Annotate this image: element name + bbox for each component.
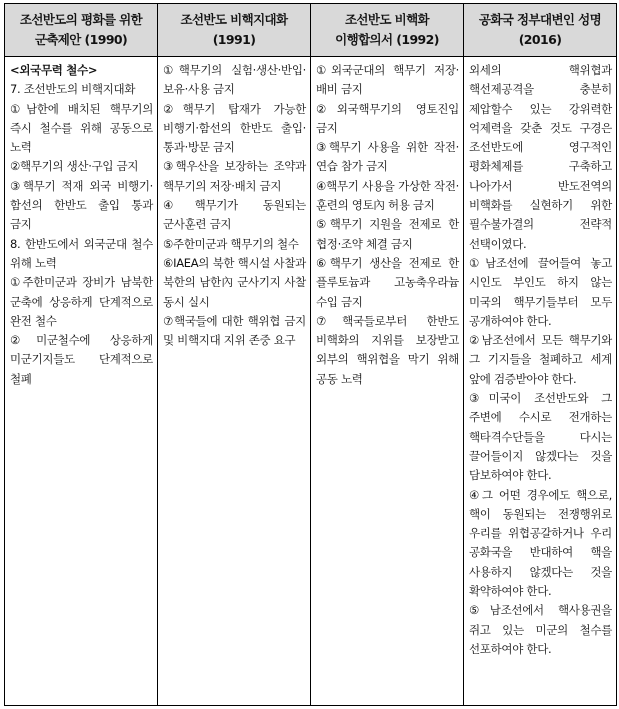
header-1992-denuclearization-agreement <box>311 4 464 57</box>
item-text: ④핵무기 사용을 가상한 작전·훈련의 영토內 허용 금지 <box>316 178 459 213</box>
header-title: 조선반도 비핵지대화 <box>180 12 288 27</box>
header-year: 군축제안 (1990) <box>34 32 128 47</box>
item-text: ①외국군대의 핵무기 저장·배비 금지 <box>316 63 459 97</box>
header-row <box>5 4 617 57</box>
item-text: ④그 어떤 경우에도 핵으로, 핵이 동원되는 전쟁행위로 우리를 위협공갈하거나 우리 공화국을 반대하여 핵을 사용하지 않겠다는 것을 확약하여야 한다. <box>469 487 612 599</box>
item-text: ⑤핵무기 지원을 전제로 한 협정·조약 체결 금지 <box>316 217 459 251</box>
item-text: ③미국이 조선반도와 그 주변에 수시로 전개하는 핵타격수단들을 다시는 끌어들이지 않겠다는 것을 담보하여야 한다. <box>469 391 612 483</box>
item-text: ①주한미군과 장비가 남북한 군축에 상응하게 단계적으로 완전 철수 <box>10 275 153 328</box>
column-2016 <box>464 57 617 706</box>
section-heading: <외국무력 철수> <box>10 63 98 77</box>
body-row <box>5 57 617 706</box>
column-1990 <box>5 57 158 706</box>
comparison-table <box>4 3 617 706</box>
item-text: ①핵무기의 실험·생산·반입·보유·사용 금지 <box>163 63 306 97</box>
header-1990-proposal <box>5 4 158 57</box>
item-text: ①남조선에 끌어들여 놓고 시인도 부인도 하지 않는 미국의 핵무기들부터 모두 공개하여야 한다. <box>469 255 612 328</box>
column-text <box>464 57 616 659</box>
column-text <box>158 57 310 350</box>
item-text: ⑦핵국들로부터 한반도 비핵화의 지위를 보장받고 외부의 핵위협을 막기 위해 공동 노력 <box>316 313 459 386</box>
item-text: ⑥IAEA의 북한 핵시설 사찰과 북한의 남한內 군사기지 사찰 동시 실시 <box>163 255 306 309</box>
header-title: 조선반도의 평화를 위한 <box>19 12 143 27</box>
item-text: 7. 조선반도의 비핵지대화 <box>10 82 136 97</box>
item-text: ③핵무기 사용을 위한 작전·연습 참가 금지 <box>316 140 459 174</box>
item-text: ⑦핵국들에 대한 핵위협 금지 및 비핵지대 지위 존중 요구 <box>163 313 306 348</box>
header-year: (2016) <box>518 32 562 47</box>
item-text: ⑤주한미군과 핵무기의 철수 <box>163 236 299 251</box>
column-text <box>311 57 463 389</box>
column-1992 <box>311 57 464 706</box>
column-1991 <box>158 57 311 706</box>
header-year: 이행합의서 (1992) <box>335 32 439 47</box>
item-text: ②외국핵무기의 영토진입 금지 <box>316 101 459 135</box>
item-text: ④핵무기가 동원되는 군사훈련 금지 <box>163 198 306 232</box>
item-text: ⑤남조선에서 핵사용권을 쥐고 있는 미군의 철수를 선포하여야 한다. <box>469 603 612 656</box>
header-2016-government-statement <box>464 4 617 57</box>
item-text: ⑥핵무기 생산을 전제로 한 플루토늄과 고농축우라늄 수입 금지 <box>316 255 459 309</box>
item-text: ②남조선에서 모든 핵무기와 그 기지들을 철폐하고 세계 앞에 검증받아야 한다. <box>469 333 612 386</box>
item-text: ②핵무기 탑재가 가능한 비행기·함선의 한반도 출입·통과·방문 금지 <box>163 101 306 155</box>
header-1991-nuclear-free-zone <box>158 4 311 57</box>
item-text: ②핵무기의 생산·구입 금지 <box>10 159 139 174</box>
column-text <box>5 57 157 389</box>
header-year: (1991) <box>212 32 256 47</box>
item-text: ②미군철수에 상응하게 미군기지들도 단계적으로 철폐 <box>10 333 153 386</box>
header-title: 조선반도 비핵화 <box>344 12 430 27</box>
item-text: ①남한에 배치된 핵무기의 즉시 철수를 위해 공동으로 노력 <box>10 101 153 155</box>
item-text: 외세의 핵위협과 핵선제공격을 충분히 제압할수 있는 강위력한 억제력을 갖춘 것도 구경은 조선반도에 영구적인 평화체제를 구축하고 나아가서 반도전역의 비핵화를 실현하기 위한 필수불가결의 전략적 선택이였다. <box>469 63 612 251</box>
item-text: 8. 한반도에서 외국군대 철수 위해 노력 <box>10 236 153 270</box>
header-title: 공화국 정부대변인 성명 <box>478 12 602 27</box>
item-text: ③핵우산을 보장하는 조약과 핵무기의 저장·배치 금지 <box>163 159 306 193</box>
item-text: ③핵무기 적재 외국 비행기·함선의 한반도 출입 통과 금지 <box>10 178 153 232</box>
